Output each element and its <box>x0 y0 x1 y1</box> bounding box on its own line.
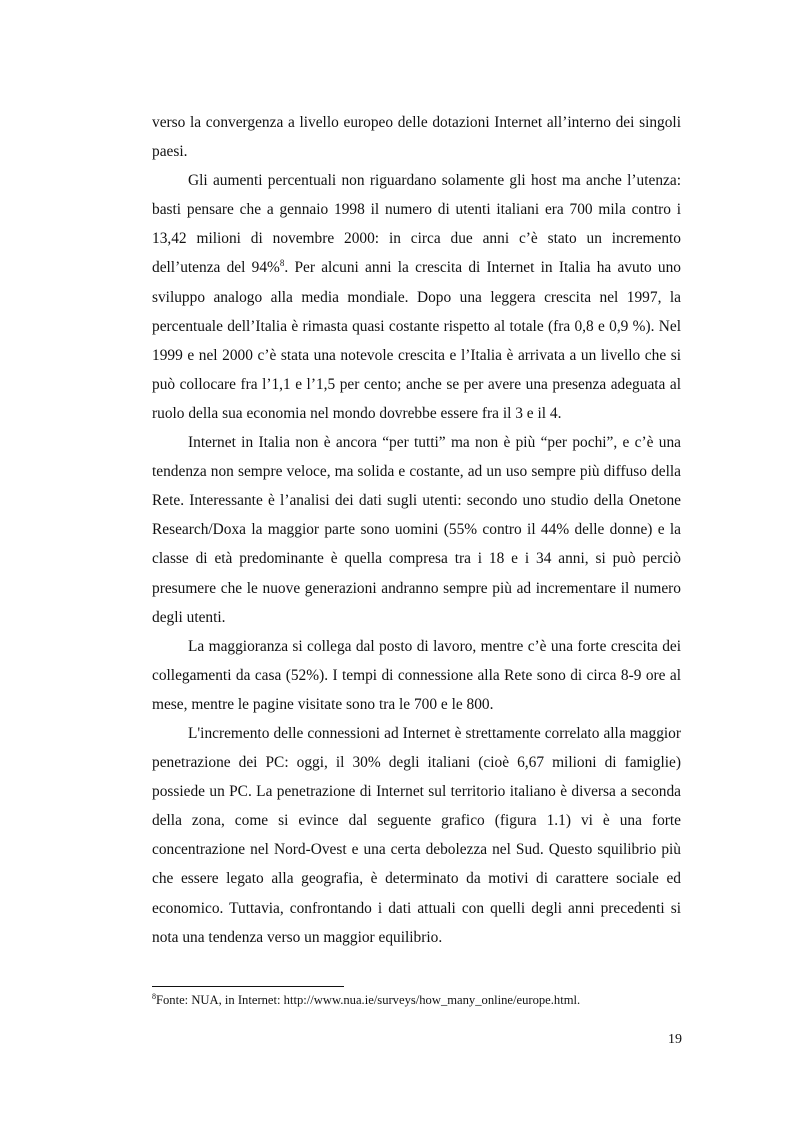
footnote-reference: 8 <box>279 258 285 269</box>
paragraph-pc-penetration: L'incremento delle connessioni ad Internet è strettamente correlato alla maggior penetrazione dei PC: oggi, il 30% degli italiani (cioè 6,67 milioni di famiglie) possiede un PC. La penetrazione di Internet sul territorio italiano è diversa a seconda della zona, come si evince dal seguente grafico (figura 1.1) vi è una forte concentrazione nel Nord-Ovest e una certa debolezza nel Sud. Questo squilibrio più che essere legato alla geografia, è determinato da motivi di carattere sociale ed economico. Tuttavia, confrontando i dati attuali con quelli degli anni precedenti si nota una tendenza verso un maggior equilibrio. <box>152 724 681 946</box>
footnote-number: 8 <box>152 992 156 1001</box>
footnote <box>152 992 580 1008</box>
footnote-separator <box>152 986 344 987</box>
paragraph-continuation: verso la convergenza a livello europeo delle dotazioni Internet all’interno dei singoli paesi. <box>152 114 681 161</box>
footnote-text: Fonte: NUA, in Internet: http://www.nua.ie/surveys/how_many_online/europe.html. <box>156 993 581 1007</box>
page-number: 19 <box>668 1032 682 1047</box>
paragraph-internet-growth <box>152 166 681 428</box>
paragraph-users-analysis: Internet in Italia non è ancora “per tutti” ma non è più “per pochi”, e c’è una tendenza non sempre veloce, ma solida e costante, ad un uso sempre più diffuso della Rete. Interessante è l’analisi dei dati sugli utenti: secondo uno studio della Onetone Research/Doxa la maggior parte sono uomini (55% contro il 44% delle donne) e la classe di età predominante è quella compresa tra i 18 e i 34 anni, si può perciò presumere che le nuove generazioni andranno sempre più ad incrementare il numero degli utenti. <box>152 434 681 626</box>
paragraph-connection-habits: La maggioranza si collega dal posto di lavoro, mentre c’è una forte crescita dei collegamenti da casa (52%). I tempi di connessione alla Rete sono di circa 8-9 ore al mese, mentre le pagine visitate sono tra le 700 e le 800. <box>152 637 681 713</box>
paragraph-text: Gli aumenti percentuali non riguardano solamente gli host ma anche l’utenza: basti pensare che a gennaio 1998 il numero di utenti italiani era 700 mila contro i 13,42 milioni di novembre 2000: in circa due anni c’è stato un incremento dell’utenza del 94% <box>152 172 681 277</box>
paragraph-text: . Per alcuni anni la crescita di Internet in Italia ha avuto uno sviluppo analogo alla media mondiale. Dopo una leggera crescita nel 1997, la percentuale dell’Italia è rimasta quasi costante rispetto al totale (fra 0,8 e 0,9 %). Nel 1999 e nel 2000 c’è stata una notevole crescita e l’Italia è arrivata a un livello che si può collocare fra l’1,1 e l’1,5 per cento; anche se per avere una presenza adeguata al ruolo della sua economia nel mondo dovrebbe essere fra il 3 e il 4. <box>152 259 681 422</box>
body-text <box>152 108 681 952</box>
